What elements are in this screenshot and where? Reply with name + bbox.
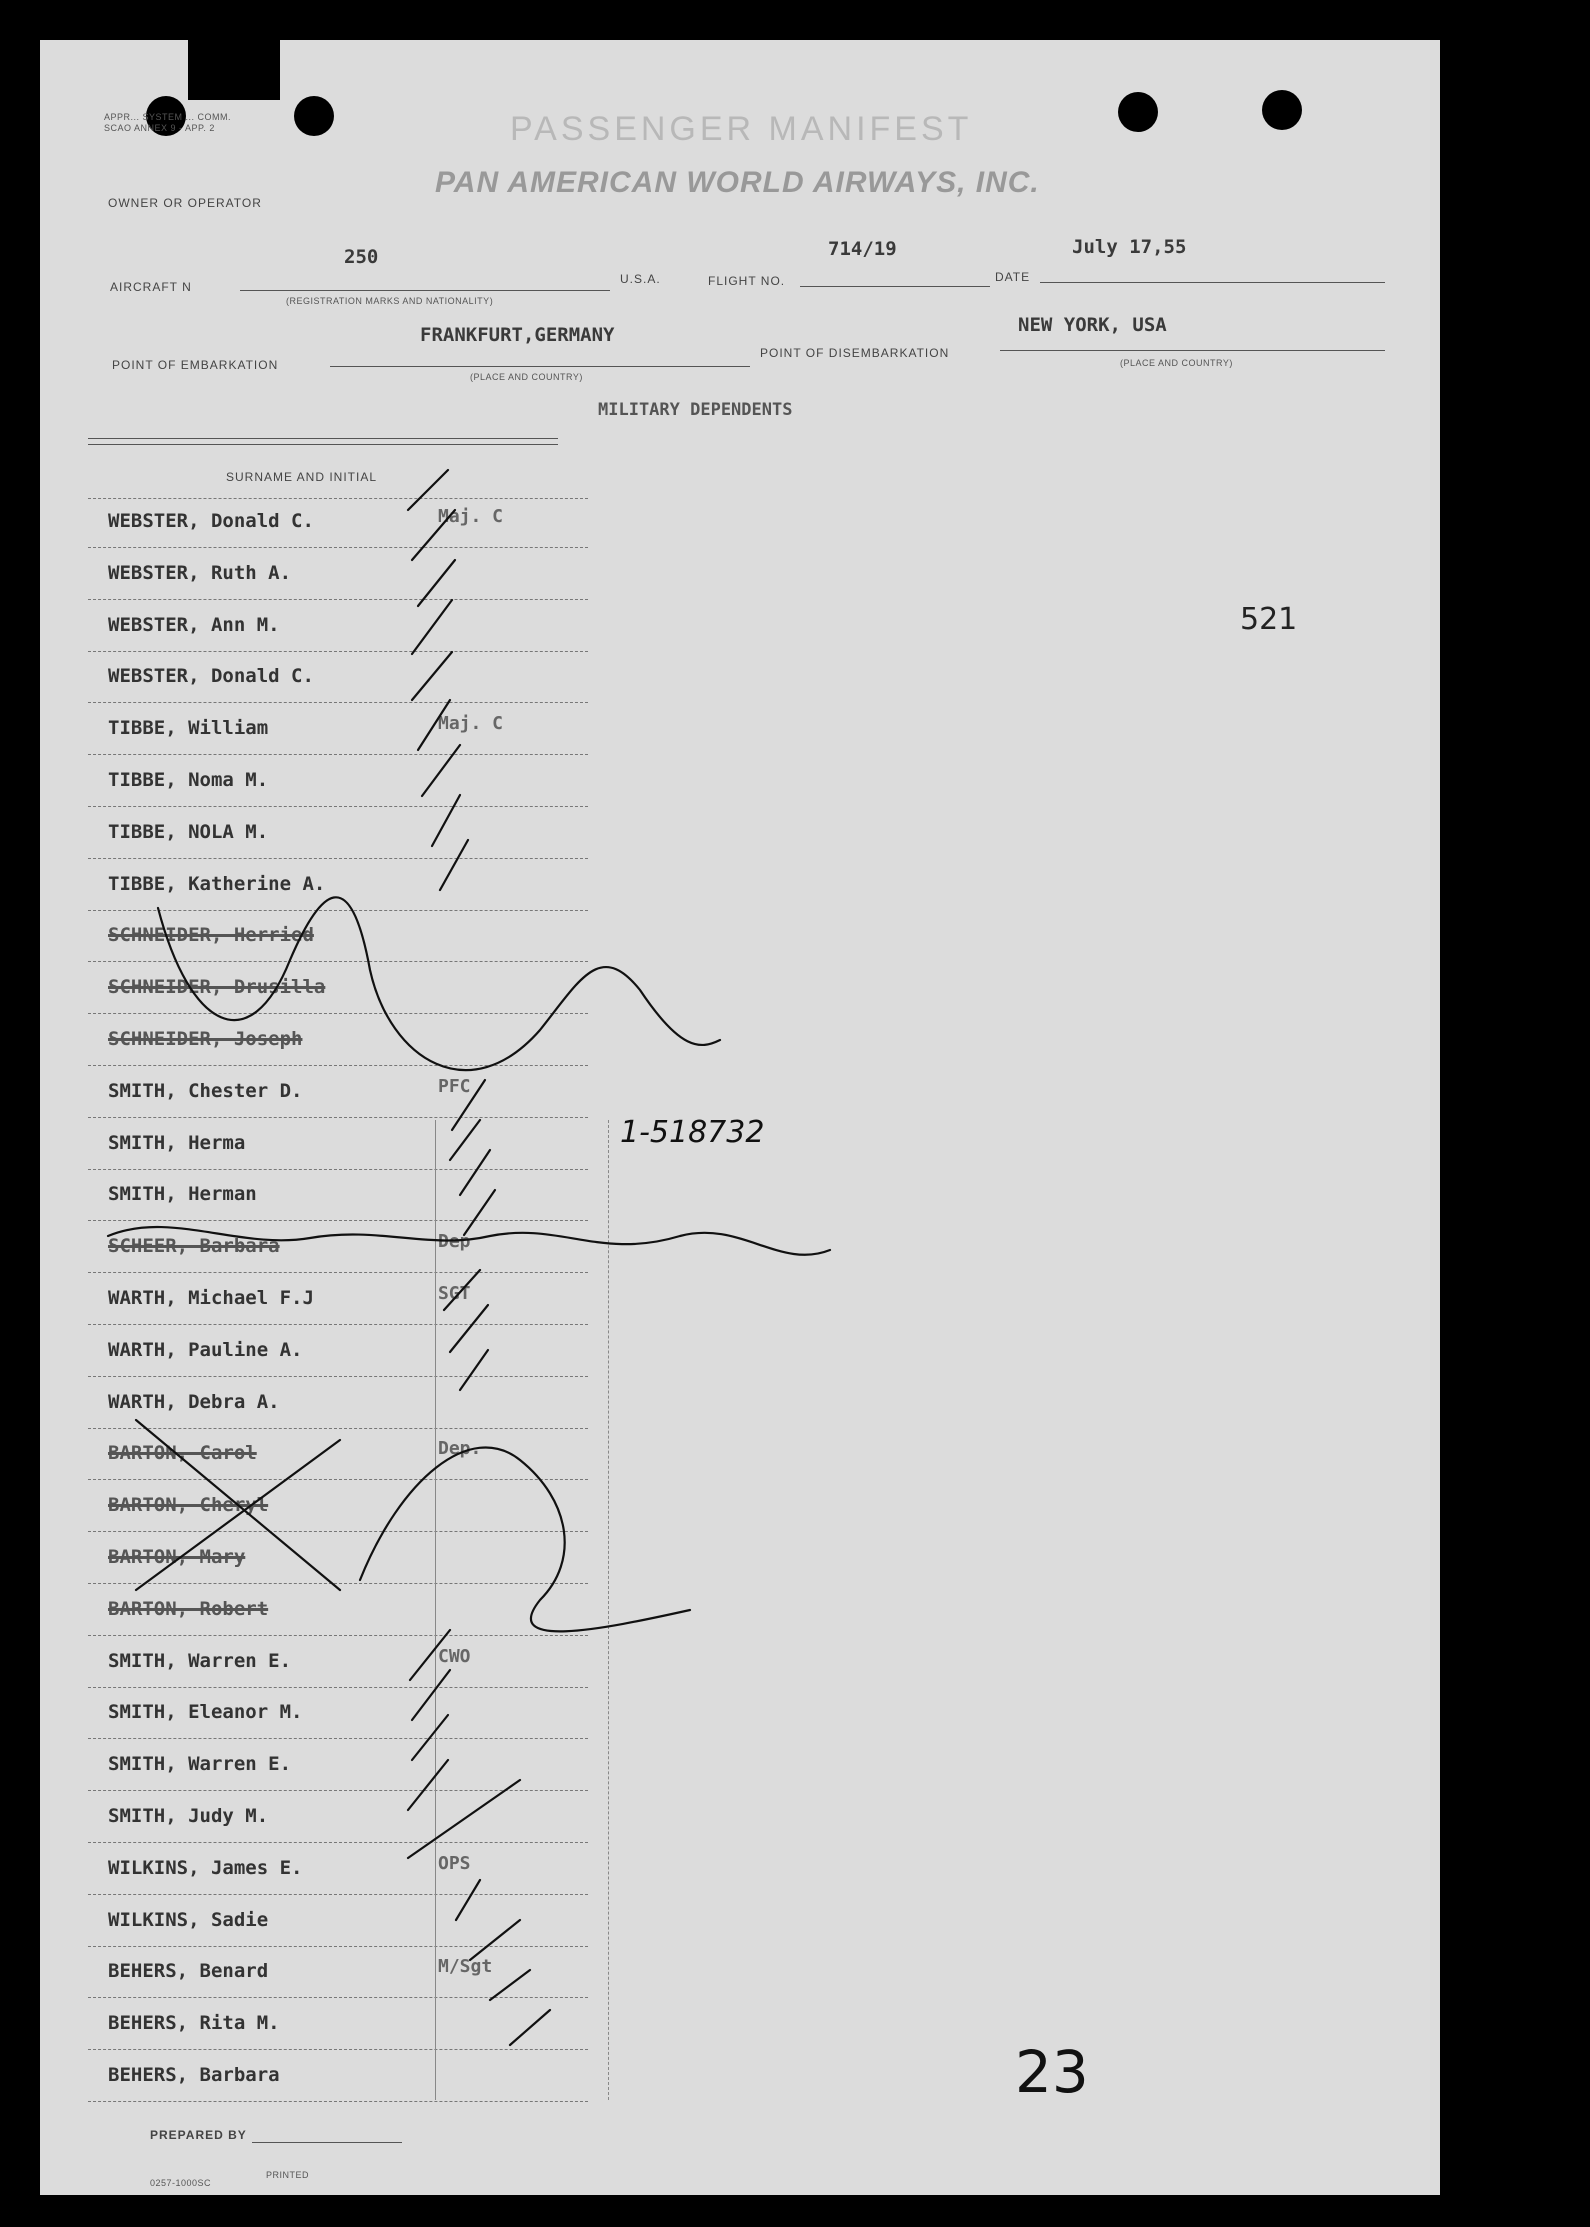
tick-mark (510, 2010, 550, 2045)
passenger-name: SMITH, Warren E. (108, 1753, 292, 1776)
passenger-name: SMITH, Eleanor M. (108, 1701, 303, 1724)
passenger-name: SCHNEIDER, Herried (108, 924, 314, 947)
tick-mark (418, 560, 455, 606)
passenger-name: BARTON, Mary (108, 1546, 246, 1568)
tick-mark (460, 1150, 490, 1195)
passenger-name: SCHNEIDER, Drusilla (108, 976, 326, 999)
passenger-name: SMITH, Chester D. (108, 1079, 303, 1102)
tick-mark (460, 1350, 488, 1390)
tick-mark (408, 470, 448, 510)
passenger-grade: OPS (438, 1852, 471, 1874)
date-label: DATE (995, 270, 1031, 284)
tick-mark (418, 700, 450, 750)
flight-label: FLIGHT NO. (708, 274, 786, 288)
passenger-name: WEBSTER, Ruth A. (108, 561, 292, 584)
tick-mark (412, 600, 452, 654)
passenger-grade: Dep (438, 1231, 471, 1253)
passenger-name: WEBSTER, Donald C. (108, 510, 314, 532)
embark-value: FRANKFURT,GERMANY (420, 324, 615, 346)
passenger-name: WILKINS, James E. (108, 1856, 303, 1879)
bottom-number: 23 (1015, 2038, 1089, 2106)
tick-mark (490, 1970, 530, 2000)
passenger-name: WARTH, Michael F.J (108, 1287, 314, 1309)
passenger-name: TIBBE, William (108, 717, 269, 740)
owner-label: OWNER OR OPERATOR (108, 196, 262, 210)
tick-mark (470, 1920, 520, 1960)
place-caption-left: (PLACE AND COUNTRY) (470, 372, 583, 382)
strike-scribble (158, 897, 720, 1070)
aircraft-label: AIRCRAFT N (110, 280, 192, 294)
tick-mark (412, 510, 455, 560)
passenger-name: TIBBE, Katherine A. (108, 872, 326, 895)
passenger-grade: SGT (438, 1283, 471, 1304)
usa-text: U.S.A. (620, 272, 661, 286)
tick-mark (444, 1270, 480, 1310)
strike-scribble (136, 1420, 690, 1631)
tick-mark (410, 1630, 450, 1680)
disembark-value: NEW YORK, USA (1018, 314, 1167, 336)
tick-mark (412, 1715, 448, 1760)
tick-mark (450, 1305, 488, 1352)
passenger-name: BEHERS, Barbara (108, 2064, 280, 2086)
passenger-name: SMITH, Judy M. (108, 1805, 269, 1827)
passenger-name: TIBBE, NOLA M. (108, 820, 269, 843)
handwritten-number: 1-518732 (620, 1115, 765, 1150)
page-number: 521 (1240, 602, 1298, 637)
passenger-name: WEBSTER, Donald C. (108, 665, 314, 688)
tick-mark (408, 1760, 448, 1810)
approval-text: APPR... SYSTEM ... COMM. SCAO ANNEX 9 - APP. 2 (104, 112, 232, 133)
handwriting-layer (40, 40, 1440, 2195)
passenger-name: WEBSTER, Ann M. (108, 613, 280, 636)
prepared-by-label: PREPARED BY (150, 2128, 247, 2142)
tick-mark (408, 1780, 520, 1858)
passenger-grade: PFC (438, 1075, 471, 1097)
footer-printed: PRINTED (266, 2170, 310, 2180)
passenger-name: SMITH, Herman (108, 1183, 257, 1206)
passenger-name: BARTON, Robert (108, 1597, 269, 1620)
column-header: SURNAME AND INITIAL (226, 470, 378, 484)
passenger-name: WARTH, Debra A. (108, 1390, 280, 1413)
passenger-grade: Maj. C (438, 506, 504, 527)
footer-code: 0257-1000SC (150, 2178, 212, 2188)
tick-mark (422, 745, 460, 796)
passenger-name: SCHNEIDER, Joseph (108, 1028, 303, 1050)
embark-label: POINT OF EMBARKATION (112, 358, 279, 372)
flight-value: 714/19 (828, 238, 897, 260)
strike-wave (108, 1227, 830, 1258)
passenger-name: BARTON, Cheryl (108, 1494, 269, 1517)
tick-mark (456, 1880, 480, 1920)
passenger-name: BEHERS, Benard (108, 1960, 269, 1983)
passenger-grade: Maj. C (438, 713, 504, 735)
tick-mark (452, 1080, 485, 1130)
registration-caption: (REGISTRATION MARKS AND NATIONALITY) (286, 296, 494, 306)
passenger-name: SMITH, Warren E. (108, 1649, 292, 1672)
category-heading: MILITARY DEPENDENTS (598, 400, 793, 420)
tick-mark (412, 652, 452, 700)
passenger-name: BEHERS, Rita M. (108, 2012, 280, 2035)
passenger-name: SCHEER, Barbara (108, 1235, 280, 1258)
tick-mark (440, 840, 468, 890)
passenger-name: BARTON, Carol (108, 1442, 257, 1465)
prepared-by-line (252, 2142, 402, 2143)
place-caption-right: (PLACE AND COUNTRY) (1120, 358, 1233, 368)
manifest-sheet (40, 40, 1440, 2195)
tick-mark (412, 1670, 450, 1720)
aircraft-value: 250 (344, 246, 379, 268)
date-value: July 17,55 (1072, 236, 1187, 258)
tick-mark (464, 1190, 495, 1235)
passenger-grade: CWO (438, 1645, 471, 1667)
passenger-name: TIBBE, Noma M. (108, 769, 269, 791)
passenger-name: SMITH, Herma (108, 1131, 246, 1154)
passenger-grade: Dep. (438, 1438, 482, 1460)
passenger-name: WARTH, Pauline A. (108, 1338, 303, 1361)
passenger-name: WILKINS, Sadie (108, 1908, 269, 1931)
owner-value: PAN AMERICAN WORLD AIRWAYS, INC. (435, 166, 1040, 199)
disembark-label: POINT OF DISEMBARKATION (760, 346, 950, 360)
passenger-grade: M/Sgt (438, 1956, 493, 1978)
tick-mark (432, 795, 460, 846)
form-title: PASSENGER MANIFEST (510, 110, 973, 148)
